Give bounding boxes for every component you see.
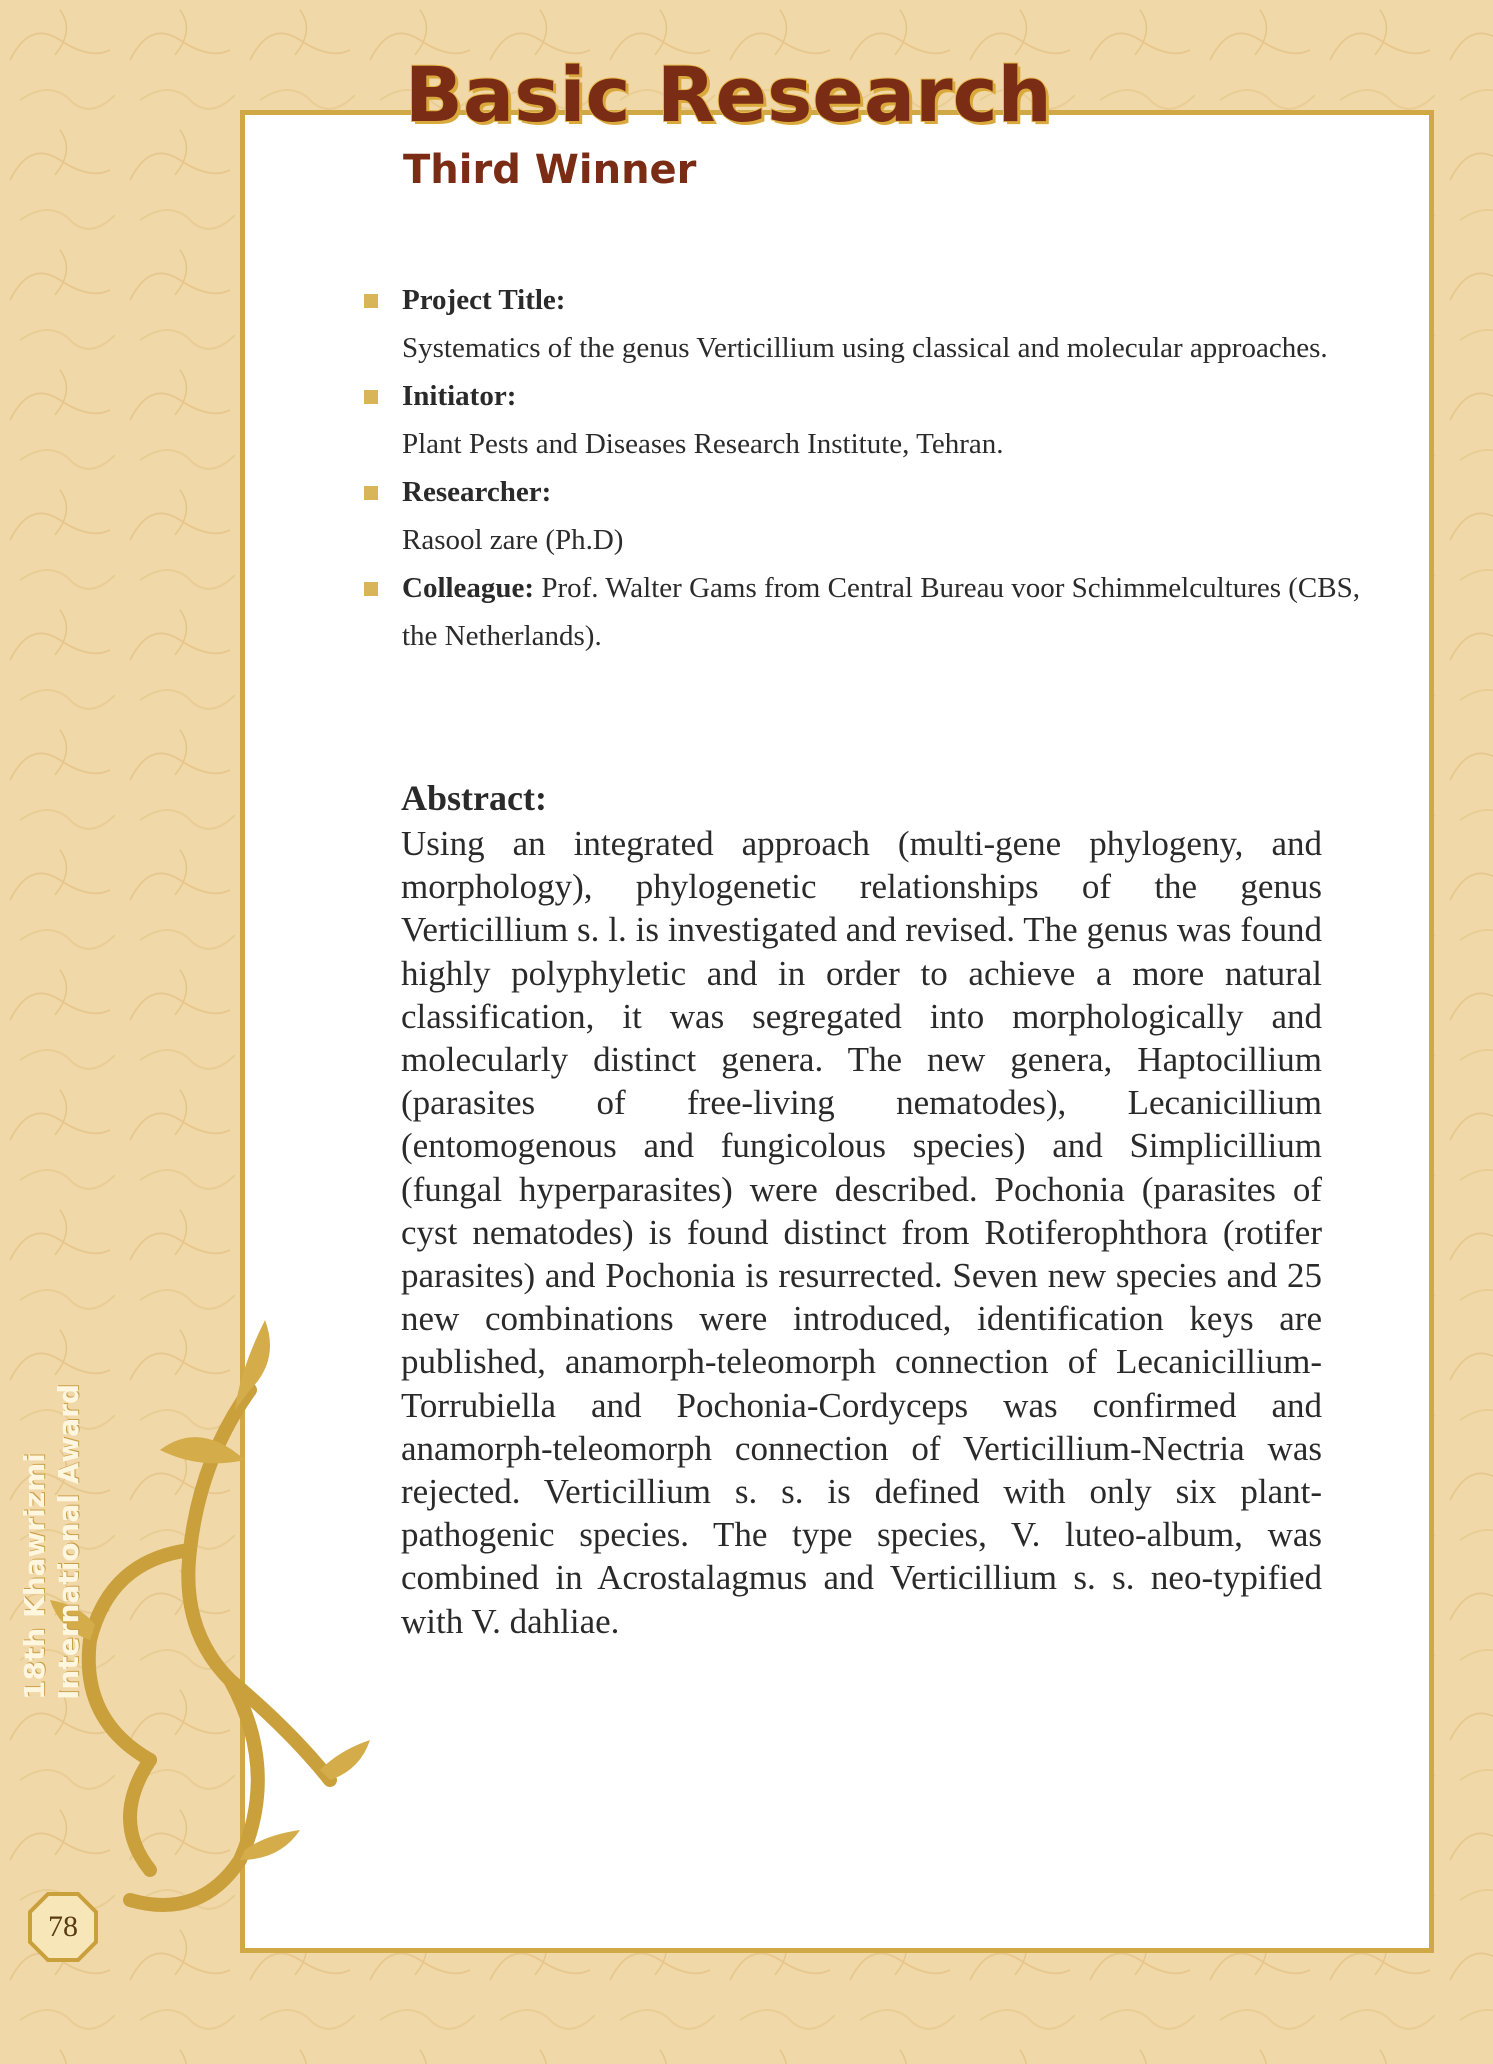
abstract-heading: Abstract: — [401, 778, 547, 818]
initiator-label: Initiator: — [402, 380, 517, 412]
researcher-item — [360, 468, 1360, 564]
side-caption-line1: 18th Khawrizmi — [18, 1453, 51, 1700]
colleague-value: Prof. Walter Gams from Central Bureau voor Schimmelcultures (CBS, the Netherlands). — [402, 572, 1360, 652]
project-title-value: Systematics of the genus Verticillium using classical and molecular approaches. — [402, 332, 1328, 364]
square-bullet-icon — [364, 294, 378, 308]
colleague-item — [360, 564, 1360, 660]
project-title-item — [360, 276, 1360, 372]
colleague-label: Colleague: — [402, 572, 535, 604]
abstract-section — [401, 774, 1322, 1643]
square-bullet-icon — [364, 582, 378, 596]
researcher-value: Rasool zare (Ph.D) — [402, 524, 624, 556]
initiator-value: Plant Pests and Diseases Research Institute, Tehran. — [402, 428, 1004, 460]
side-caption — [18, 1384, 86, 1700]
page-subtitle: Third Winner — [403, 147, 697, 193]
page-title: Basic Research — [405, 50, 1052, 139]
project-title-label: Project Title: — [402, 284, 566, 316]
initiator-item — [360, 372, 1360, 468]
project-info-list — [360, 276, 1360, 660]
researcher-label: Researcher: — [402, 476, 552, 508]
side-caption-line2: International Award — [52, 1383, 85, 1700]
square-bullet-icon — [364, 486, 378, 500]
abstract-body: Using an integrated approach (multi-gene phylogeny, and morphology), phylogenetic relationships of the genus Verticillium s. l. is investigated and revised. The genus was found highly polyphyletic and in order to achieve a more natural classification, it was segregated into morphologically and molecularly distinct genera. The new genera, Haptocillium (parasites of free-living nematodes), Lecanicillium (entomogenous and fungicolous species) and Simplicillium (fungal hyperparasites) were described. Pochonia (parasites of cyst nematodes) is found distinct from Rotiferophthora (rotifer parasites) and Pochonia is resurrected. Seven new species and 25 new combinations were introduced, identification keys are published, anamorph-teleomorph connection of Lecanicillium-Torrubiella and Pochonia-Cordyceps was confirmed and anamorph-teleomorph connection of Verticillium-Nectria was rejected. Verticillium s. s. is defined with only six plant-pathogenic species. The type species, V. luteo-album, was combined in Acrostalagmus and Verticillium s. s. neo-typified with V. dahliae. — [401, 824, 1322, 1641]
page-number: 78 — [48, 1910, 78, 1943]
square-bullet-icon — [364, 390, 378, 404]
